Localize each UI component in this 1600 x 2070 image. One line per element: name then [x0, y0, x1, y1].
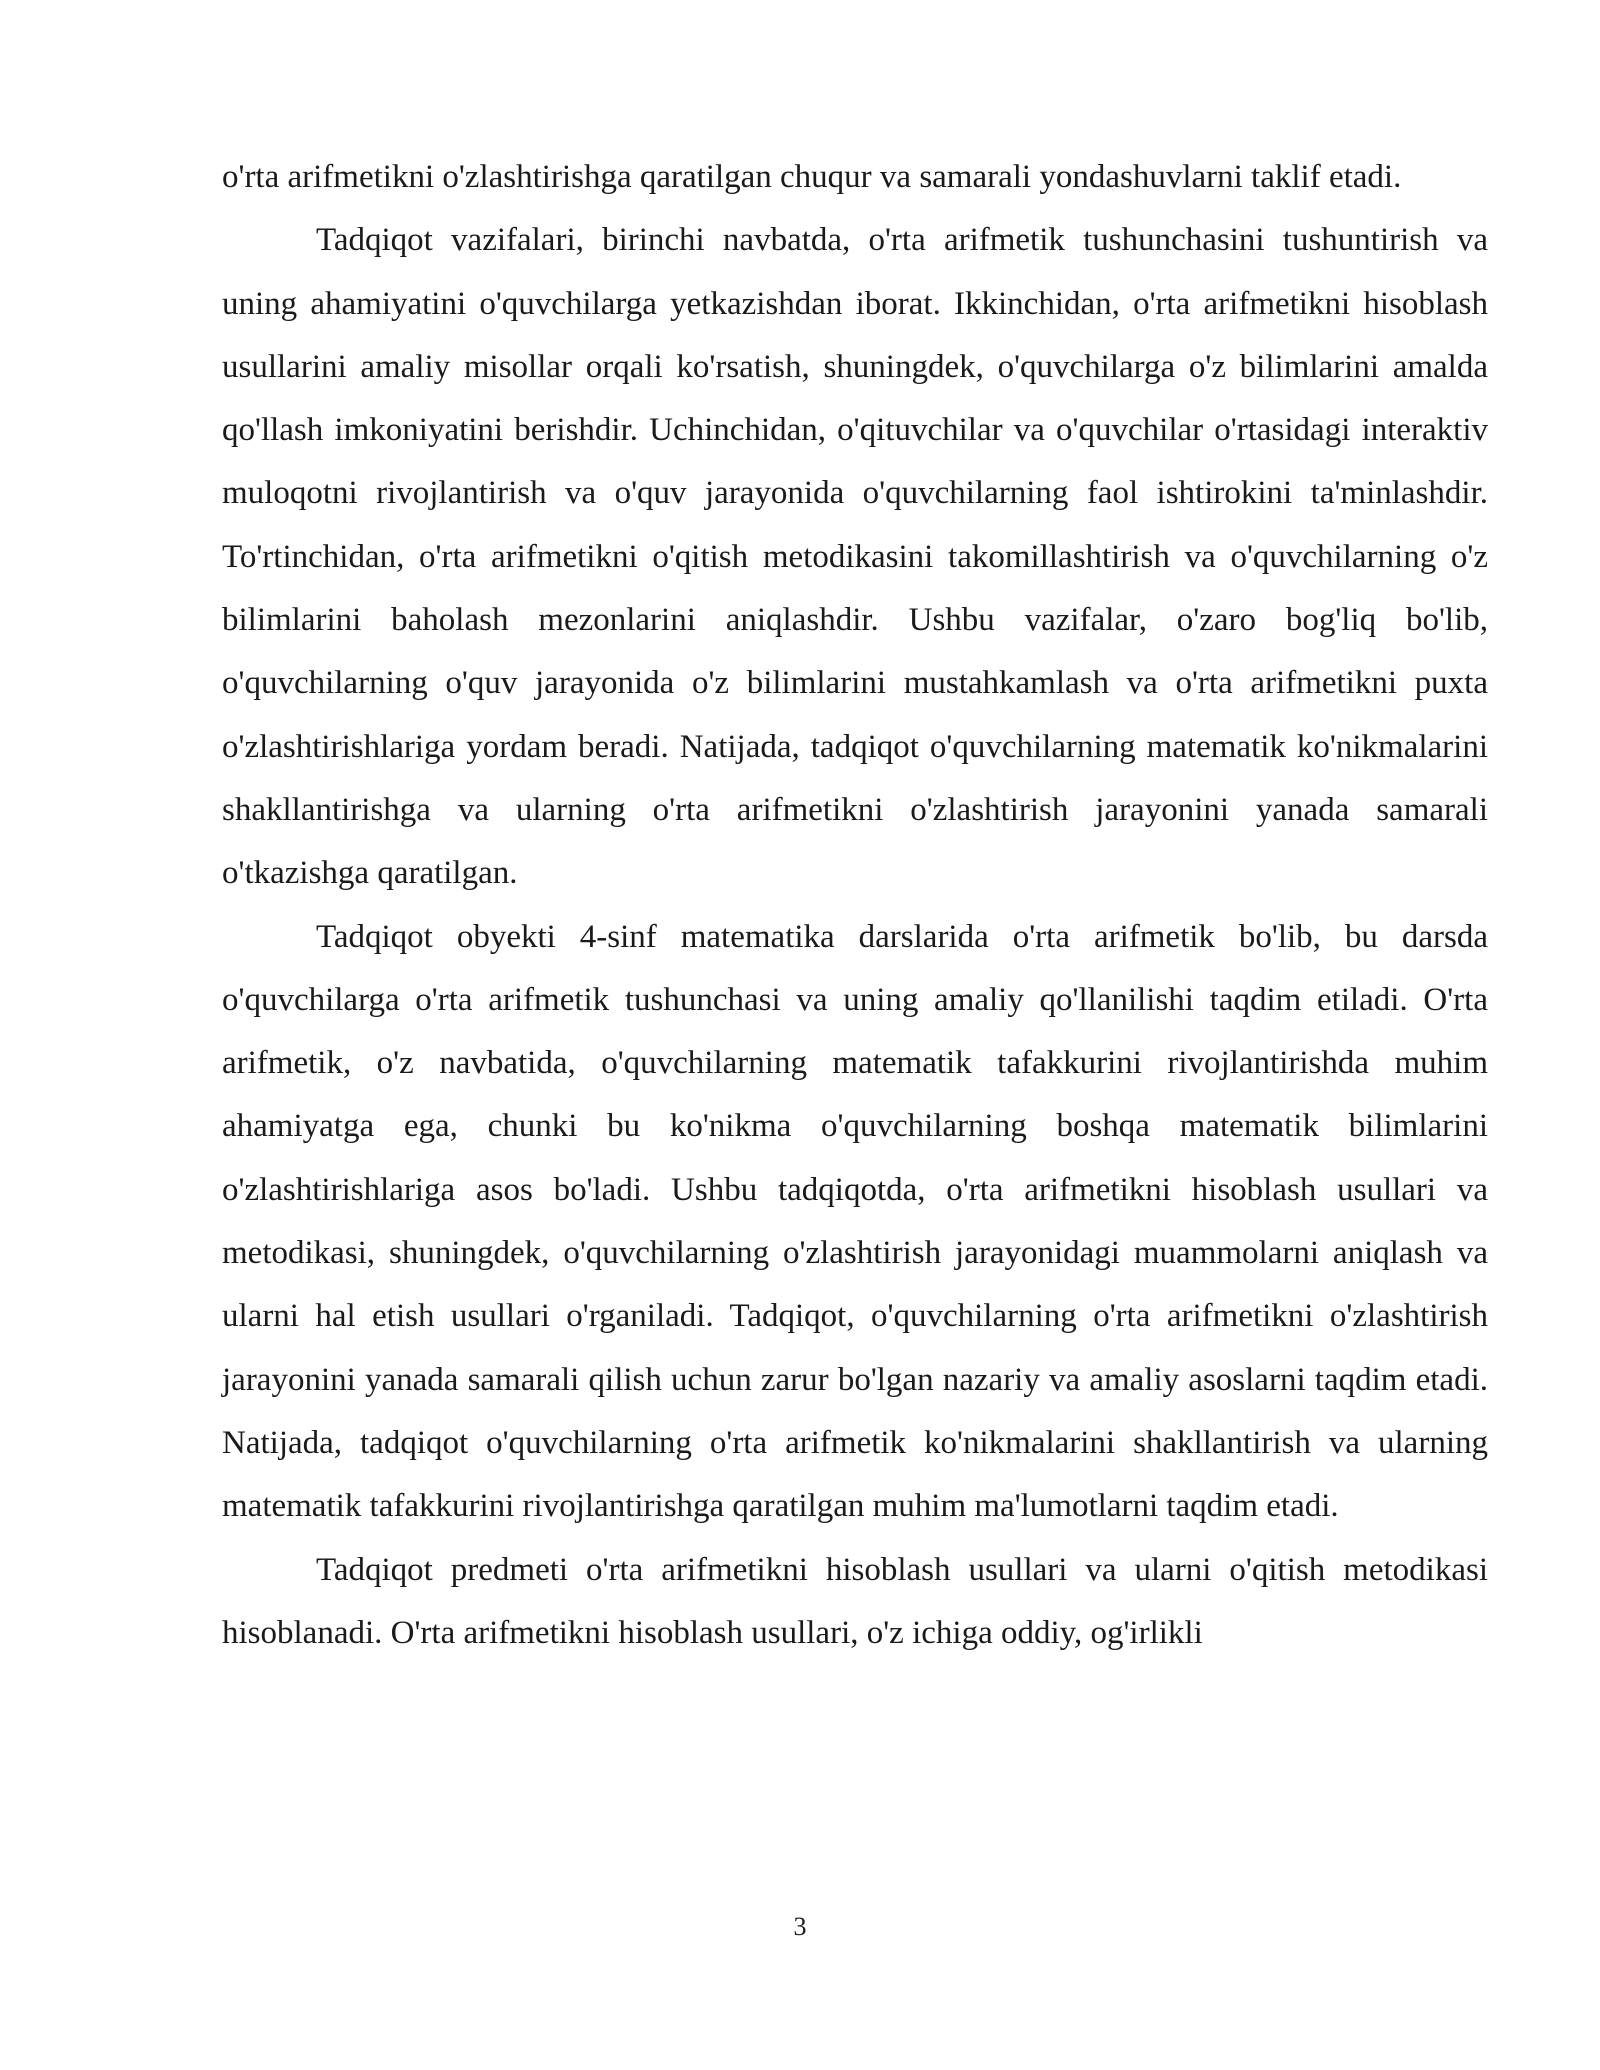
paragraph-research-object: Tadqiqot obyekti 4-sinf matematika darslarida o'rta arifmetik bo'lib, bu darsda o'quvchilarga o'rta arifmetik tushunchasi va uning amaliy qo'llanilishi taqdim etiladi. O'rta arifmetik, o'z navbatida, o'quvchilarning matematik tafakkurini rivojlantirishda muhim ahamiyatga ega, chunki bu ko'nikma o'quvchilarning boshqa matematik bilimlarini o'zlashtirishlariga asos bo'ladi. Ushbu tadqiqotda, o'rta arifmetikni hisoblash usullari va metodikasi, shuningdek, o'quvchilarning o'zlashtirish jarayonidagi muammolarni aniqlash va ularni hal etish usullari o'rganiladi. Tadqiqot, o'quvchilarning o'rta arifmetikni o'zlashtirish jarayonini yanada samarali qilish uchun zarur bo'lgan nazariy va amaliy asoslarni taqdim etadi. Natijada, tadqiqot o'quvchilarning o'rta arifmetik ko'nikmalarini shakllantirish va ularning matematik tafakkurini rivojlantirishga qaratilgan muhim ma'lumotlarni taqdim etadi. — [222, 918, 1488, 1525]
body-text — [222, 146, 1488, 1665]
page-number: 3 — [793, 1912, 807, 1941]
paragraph-continuation: o'rta arifmetikni o'zlashtirishga qaratilgan chuqur va samarali yondashuvlarni taklif etadi. — [222, 159, 1402, 195]
paragraph-research-tasks: Tadqiqot vazifalari, birinchi navbatda, o'rta arifmetik tushunchasini tushuntirish va uning ahamiyatini o'quvchilarga yetkazishdan iborat. Ikkinchidan, o'rta arifmetikni hisoblash usullarini amaliy misollar orqali ko'rsatish, shuningdek, o'quvchilarga o'z bilimlarini amalda qo'llash imkoniyatini berishdir. Uchinchidan, o'qituvchilar va o'quvchilar o'rtasidagi interaktiv muloqotni rivojlantirish va o'quv jarayonida o'quvchilarning faol ishtirokini ta'minlashdir. To'rtinchidan, o'rta arifmetikni o'qitish metodikasini takomillashtirish va o'quvchilarning o'z bilimlarini baholash mezonlarini aniqlashdir. Ushbu vazifalar, o'zaro bog'liq bo'lib, o'quvchilarning o'quv jarayonida o'z bilimlarini mustahkamlash va o'rta arifmetikni puxta o'zlashtirishlariga yordam beradi. Natijada, tadqiqot o'quvchilarning matematik ko'nikmalarini shakllantirishga va ularning o'rta arifmetikni o'zlashtirish jarayonini yanada samarali o'tkazishga qaratilgan. — [222, 222, 1488, 892]
paragraph-research-subject: Tadqiqot predmeti o'rta arifmetikni hisoblash usullari va ularni o'qitish metodikasi hisoblanadi. O'rta arifmetikni hisoblash usullari, o'z ichiga oddiy, og'irlikli — [222, 1551, 1488, 1651]
